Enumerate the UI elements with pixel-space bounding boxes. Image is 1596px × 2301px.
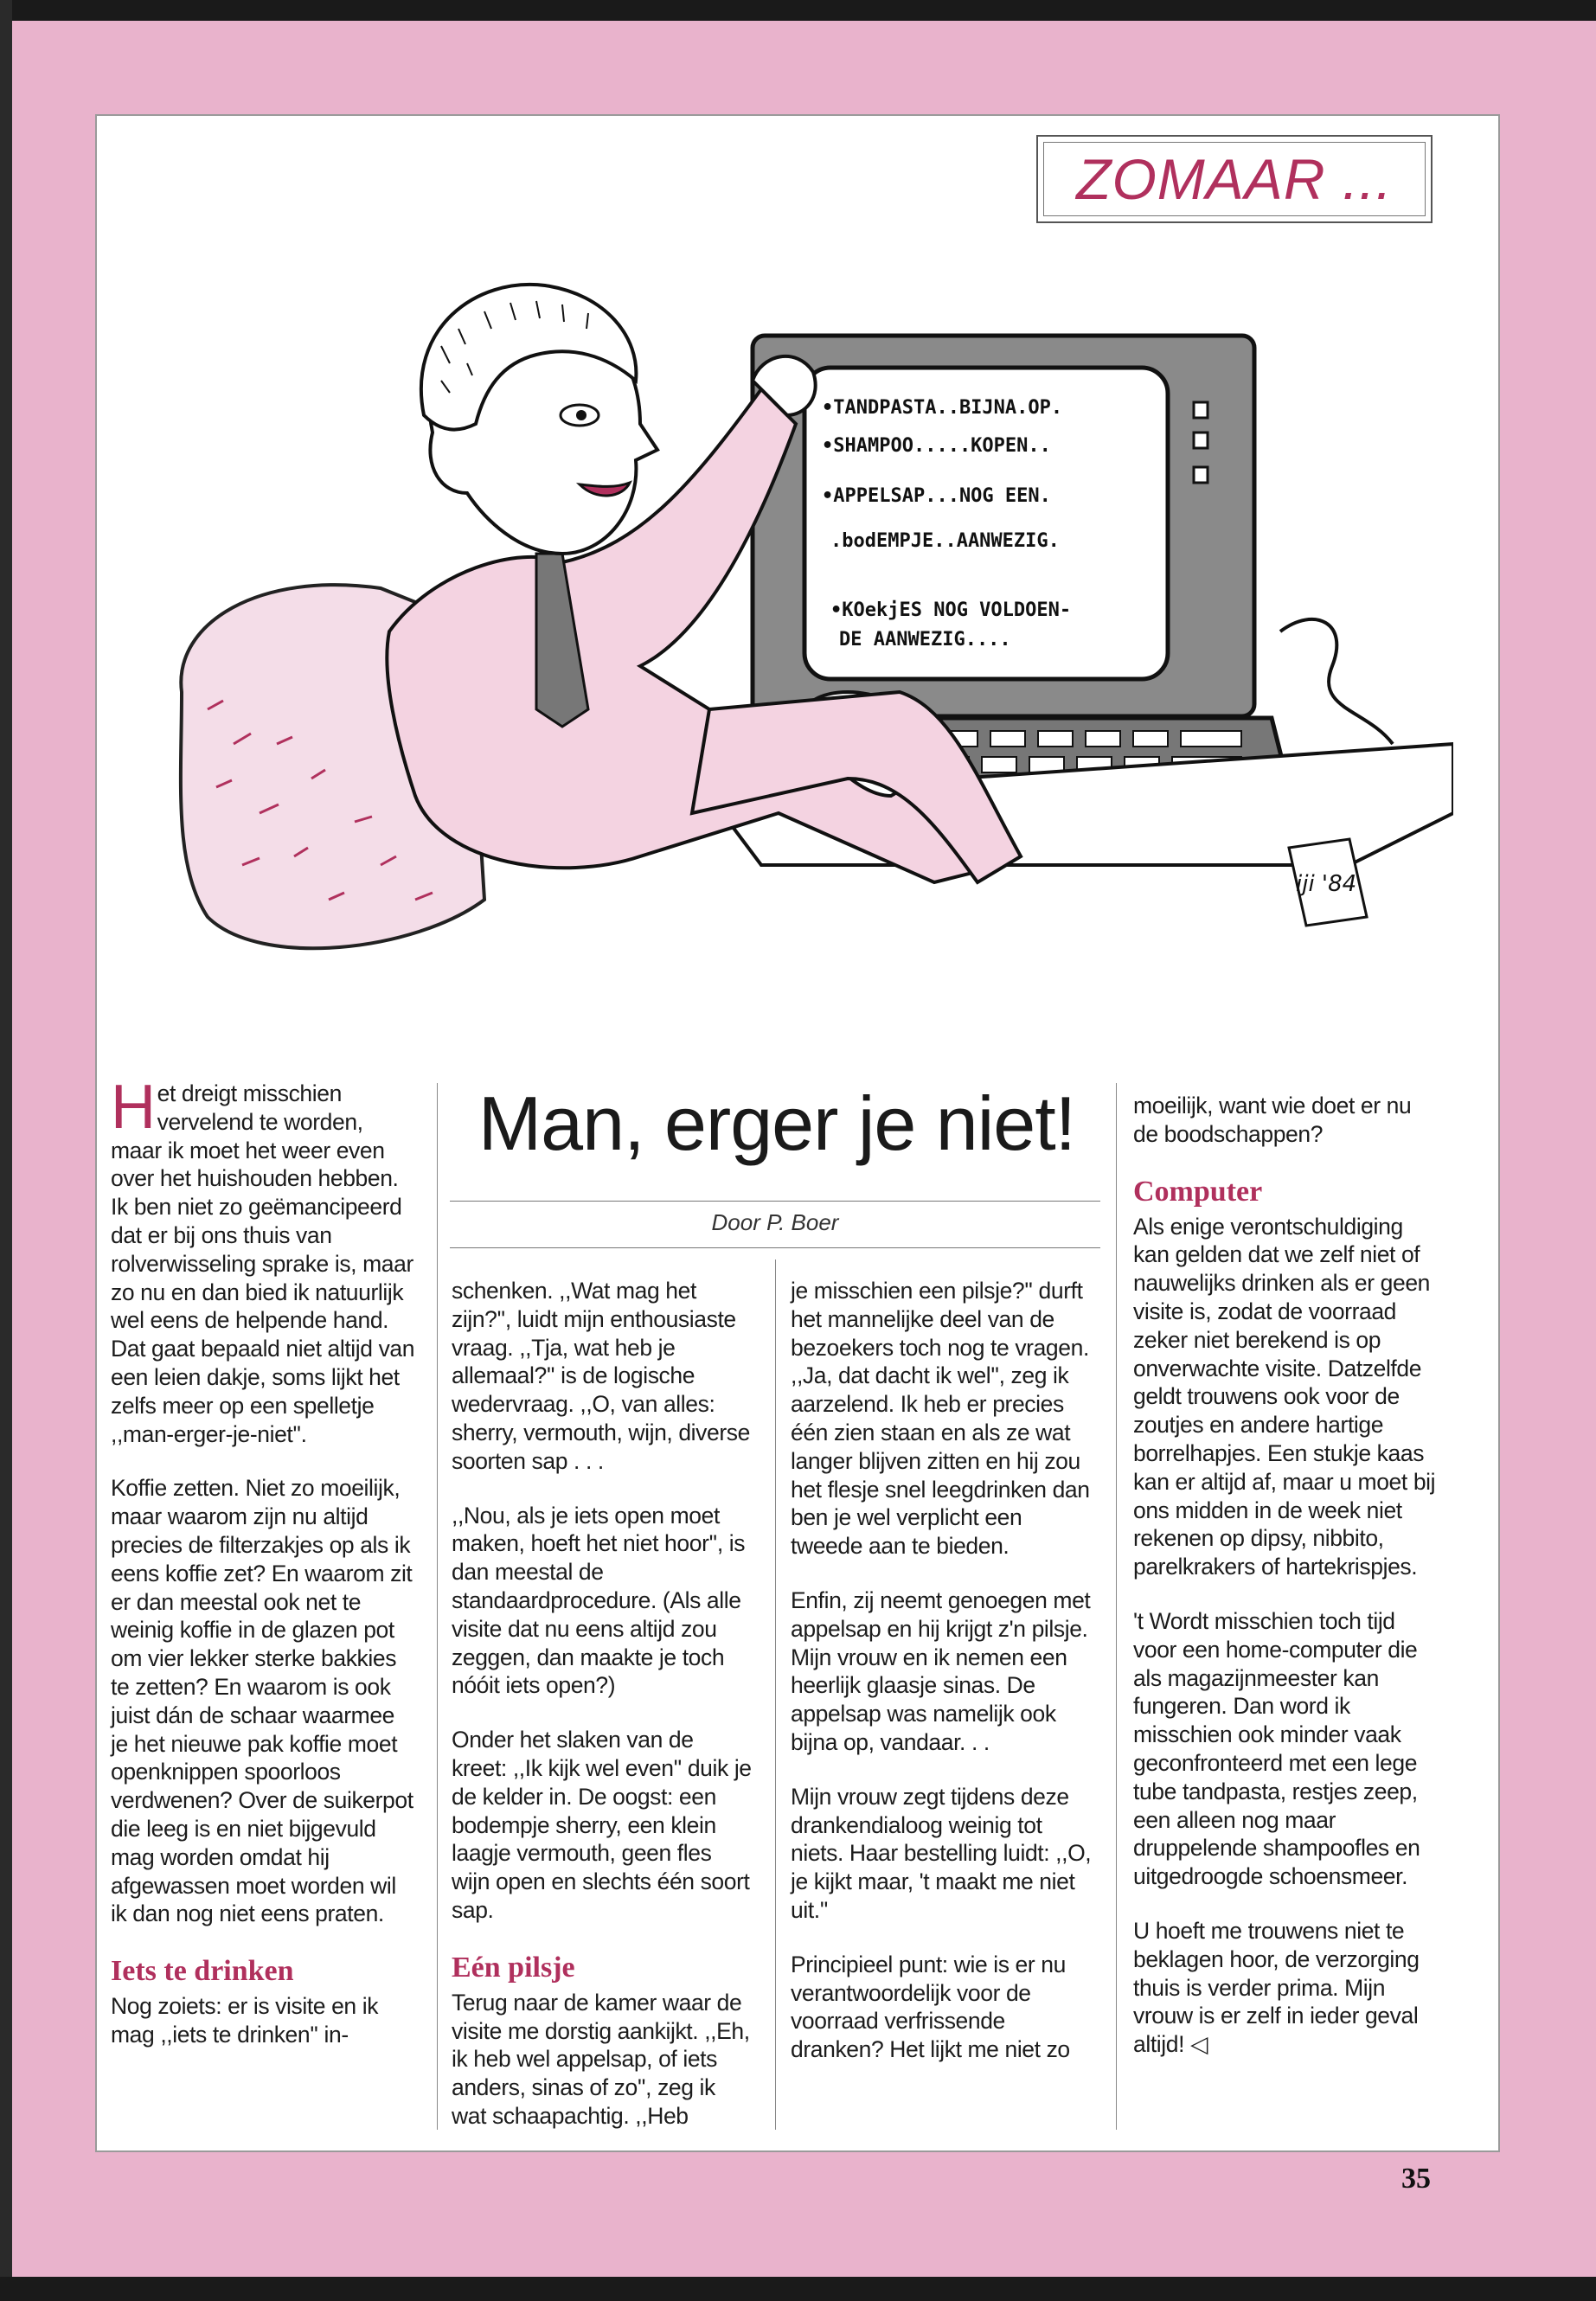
col1-paragraph-2: Koffie zetten. Niet zo moeilijk, maar waarom zijn nu altijd precies de filterzakjes op als ik eens koffie zet? En waarom zit er dan meestal ook net te weinig koffie in de glazen pot om vier lekker sterke bakkies te zetten? En waarom is ook juist dán de schaar waarmee je het nieuwe pak koffie moet openknippen spoorloos verdwenen? Over de suikerpot die leeg is en niet bijgevuld mag worden omdat hij afgewassen moet worden wil ik dan nog niet eens praten.	[111, 1475, 413, 1927]
screen-line-6: DE AANWEZIG....	[839, 629, 1011, 651]
byline-rule-top	[450, 1201, 1100, 1202]
scan-top-edge	[0, 0, 1596, 21]
col4-paragraph-4: U hoeft me trouwens niet te beklagen hoor, de verzorging thuis is verder prima. Mijn vrouw is er zelf in ieder geval altijd! ◁	[1133, 1917, 1420, 2058]
column-2	[452, 1277, 754, 2157]
scan-left-edge	[0, 0, 12, 2301]
screen-line-4: .bodEMPJE..AANWEZIG.	[830, 530, 1060, 552]
column-4	[1133, 1092, 1438, 2085]
col4-paragraph-1: moeilijk, want wie doet er nu de boodschappen?	[1133, 1093, 1412, 1147]
byline-rule-bottom	[450, 1247, 1100, 1248]
article-byline: Door P. Boer	[711, 1209, 839, 1235]
column-rule-1	[437, 1083, 438, 2130]
col1-p1-text: et dreigt misschien vervelend te worden, maar ik moet het weer even over het huishouden hebben. Ik ben niet zo geëmancipeerd dat er bij ons thuis van rolverwisseling sprake is, maar zo nu en dan bied ik natuurlijk wel eens de helpende hand. Dat gaat bepaald niet altijd van een leien dakje, soms lijkt het zelfs meer op een spelletje ,,man-erger-je-niet''.	[111, 1080, 415, 1447]
section-label: ZOMAAR ...	[1043, 142, 1426, 216]
column-rule-3	[1116, 1083, 1117, 2130]
col4-paragraph-3: 't Wordt misschien toch tijd voor een home-computer die als magazijnmeester kan fungeren. Dan word ik misschien ook minder vaak geconfronteerd met een lege tube tandpasta, restjes zeep, een alleen nog maar druppelende shampoofles en uitgedroogde schoensmeer.	[1133, 1607, 1420, 1890]
screen-line-2: •SHAMPOO.....KOPEN..	[822, 435, 1051, 457]
screen-line-3: •APPELSAP...NOG EEN.	[822, 485, 1051, 507]
subheading-iets-te-drinken: Iets te drinken	[111, 1955, 294, 1988]
col3-paragraph-1: je misschien een pilsje?'' durft het mannelijke deel van de bezoekers toch nog te vragen. ,,Ja, dat dacht ik wel'', zeg ik aarzelend. Ik heb er precies één zien staan en als ze wat langer blijven zitten en hij zou het flesje snel leegdrinken dan ben je wel verplicht een tweede aan te bieden.	[791, 1278, 1090, 1560]
artist-signature: iji '84	[1296, 871, 1357, 897]
col2-paragraph-3: Onder het slaken van de kreet: ,,Ik kijk wel even'' duik je de kelder in. De oogst: een bodempje sherry, een klein laagje vermouth, geen fles wijn open en slechts één soort sap.	[452, 1727, 752, 1923]
col2-paragraph-2: ,,Nou, als je iets open moet maken, hoeft het niet hoor'', is dan meestal de standaardprocedure. (Als alle visite dat nu eens altijd zou zeggen, dan maakte je toch nóóit iets open?)	[452, 1502, 746, 1699]
section-label-box	[1036, 135, 1433, 223]
drop-cap: H	[111, 1073, 156, 1142]
col4-paragraph-2: Als enige verontschuldiging kan gelden dat we zelf niet of nauwelijks drinken als er geen visite is, zodat de voorraad zeker niet berekend is op onverwachte visite. Datzelfde geldt trouwens ook voor de zoutjes en andere hartige borrelhapjes. Een stukje kaas kan er altijd af, maar u moet bij ons midden in de week niet rekenen op dipsy, nibbito, parelkrakers of hartekrispjes.	[1133, 1213, 1436, 1580]
column-rule-2	[775, 1259, 776, 2130]
column-3	[791, 1277, 1095, 2090]
subheading-computer: Computer	[1133, 1175, 1263, 1208]
col1-paragraph-1	[111, 1073, 415, 1448]
page-number: 35	[1401, 2163, 1431, 2195]
cartoon-illustration	[156, 260, 1453, 995]
subheading-een-pilsje: Eén pilsje	[452, 1951, 575, 1984]
col3-paragraph-3: Mijn vrouw zegt tijdens deze drankendialoog weinig tot niets. Haar bestelling luidt: ,,O, je kijkt maar, 't maakt me niet uit.''	[791, 1783, 1092, 1923]
article-title: Man, erger je niet!	[478, 1080, 1076, 1166]
col3-paragraph-2: Enfin, zij neemt genoegen met appelsap en hij krijgt z'n pilsje. Mijn vrouw en ik nemen een heerlijk glaasje sinas. De appelsap was namelijk ook bijna op, vandaar. . .	[791, 1586, 1091, 1755]
col3-paragraph-4: Principieel punt: wie is er nu verantwoordelijk voor de voorraad verfrissende dranken? Het lijkt me niet zo	[791, 1951, 1070, 2063]
column-1	[111, 1073, 415, 2075]
screen-line-5: •KOekjES NOG VOLDOEN-	[830, 599, 1072, 621]
screen-line-1: •TANDPASTA..BIJNA.OP.	[822, 397, 1063, 419]
col1-paragraph-3: Nog zoiets: er is visite en ik mag ,,iets te drinken'' in-	[111, 1993, 379, 2048]
scan-bottom-edge	[0, 2277, 1596, 2301]
col2-paragraph-4: Terug naar de kamer waar de visite me dorstig aankijkt. ,,Eh, ik heb wel appelsap, of iets anders, sinas of zo'', zeg ik wat schaapachtig. ,,Heb	[452, 1989, 750, 2129]
col2-paragraph-1: schenken. ,,Wat mag het zijn?'', luidt mijn enthousiaste vraag. ,,Tja, wat heb je allemaal?'' is de logische wedervraag. ,,O, van alles: sherry, vermouth, wijn, diverse soorten sap . . .	[452, 1278, 750, 1474]
